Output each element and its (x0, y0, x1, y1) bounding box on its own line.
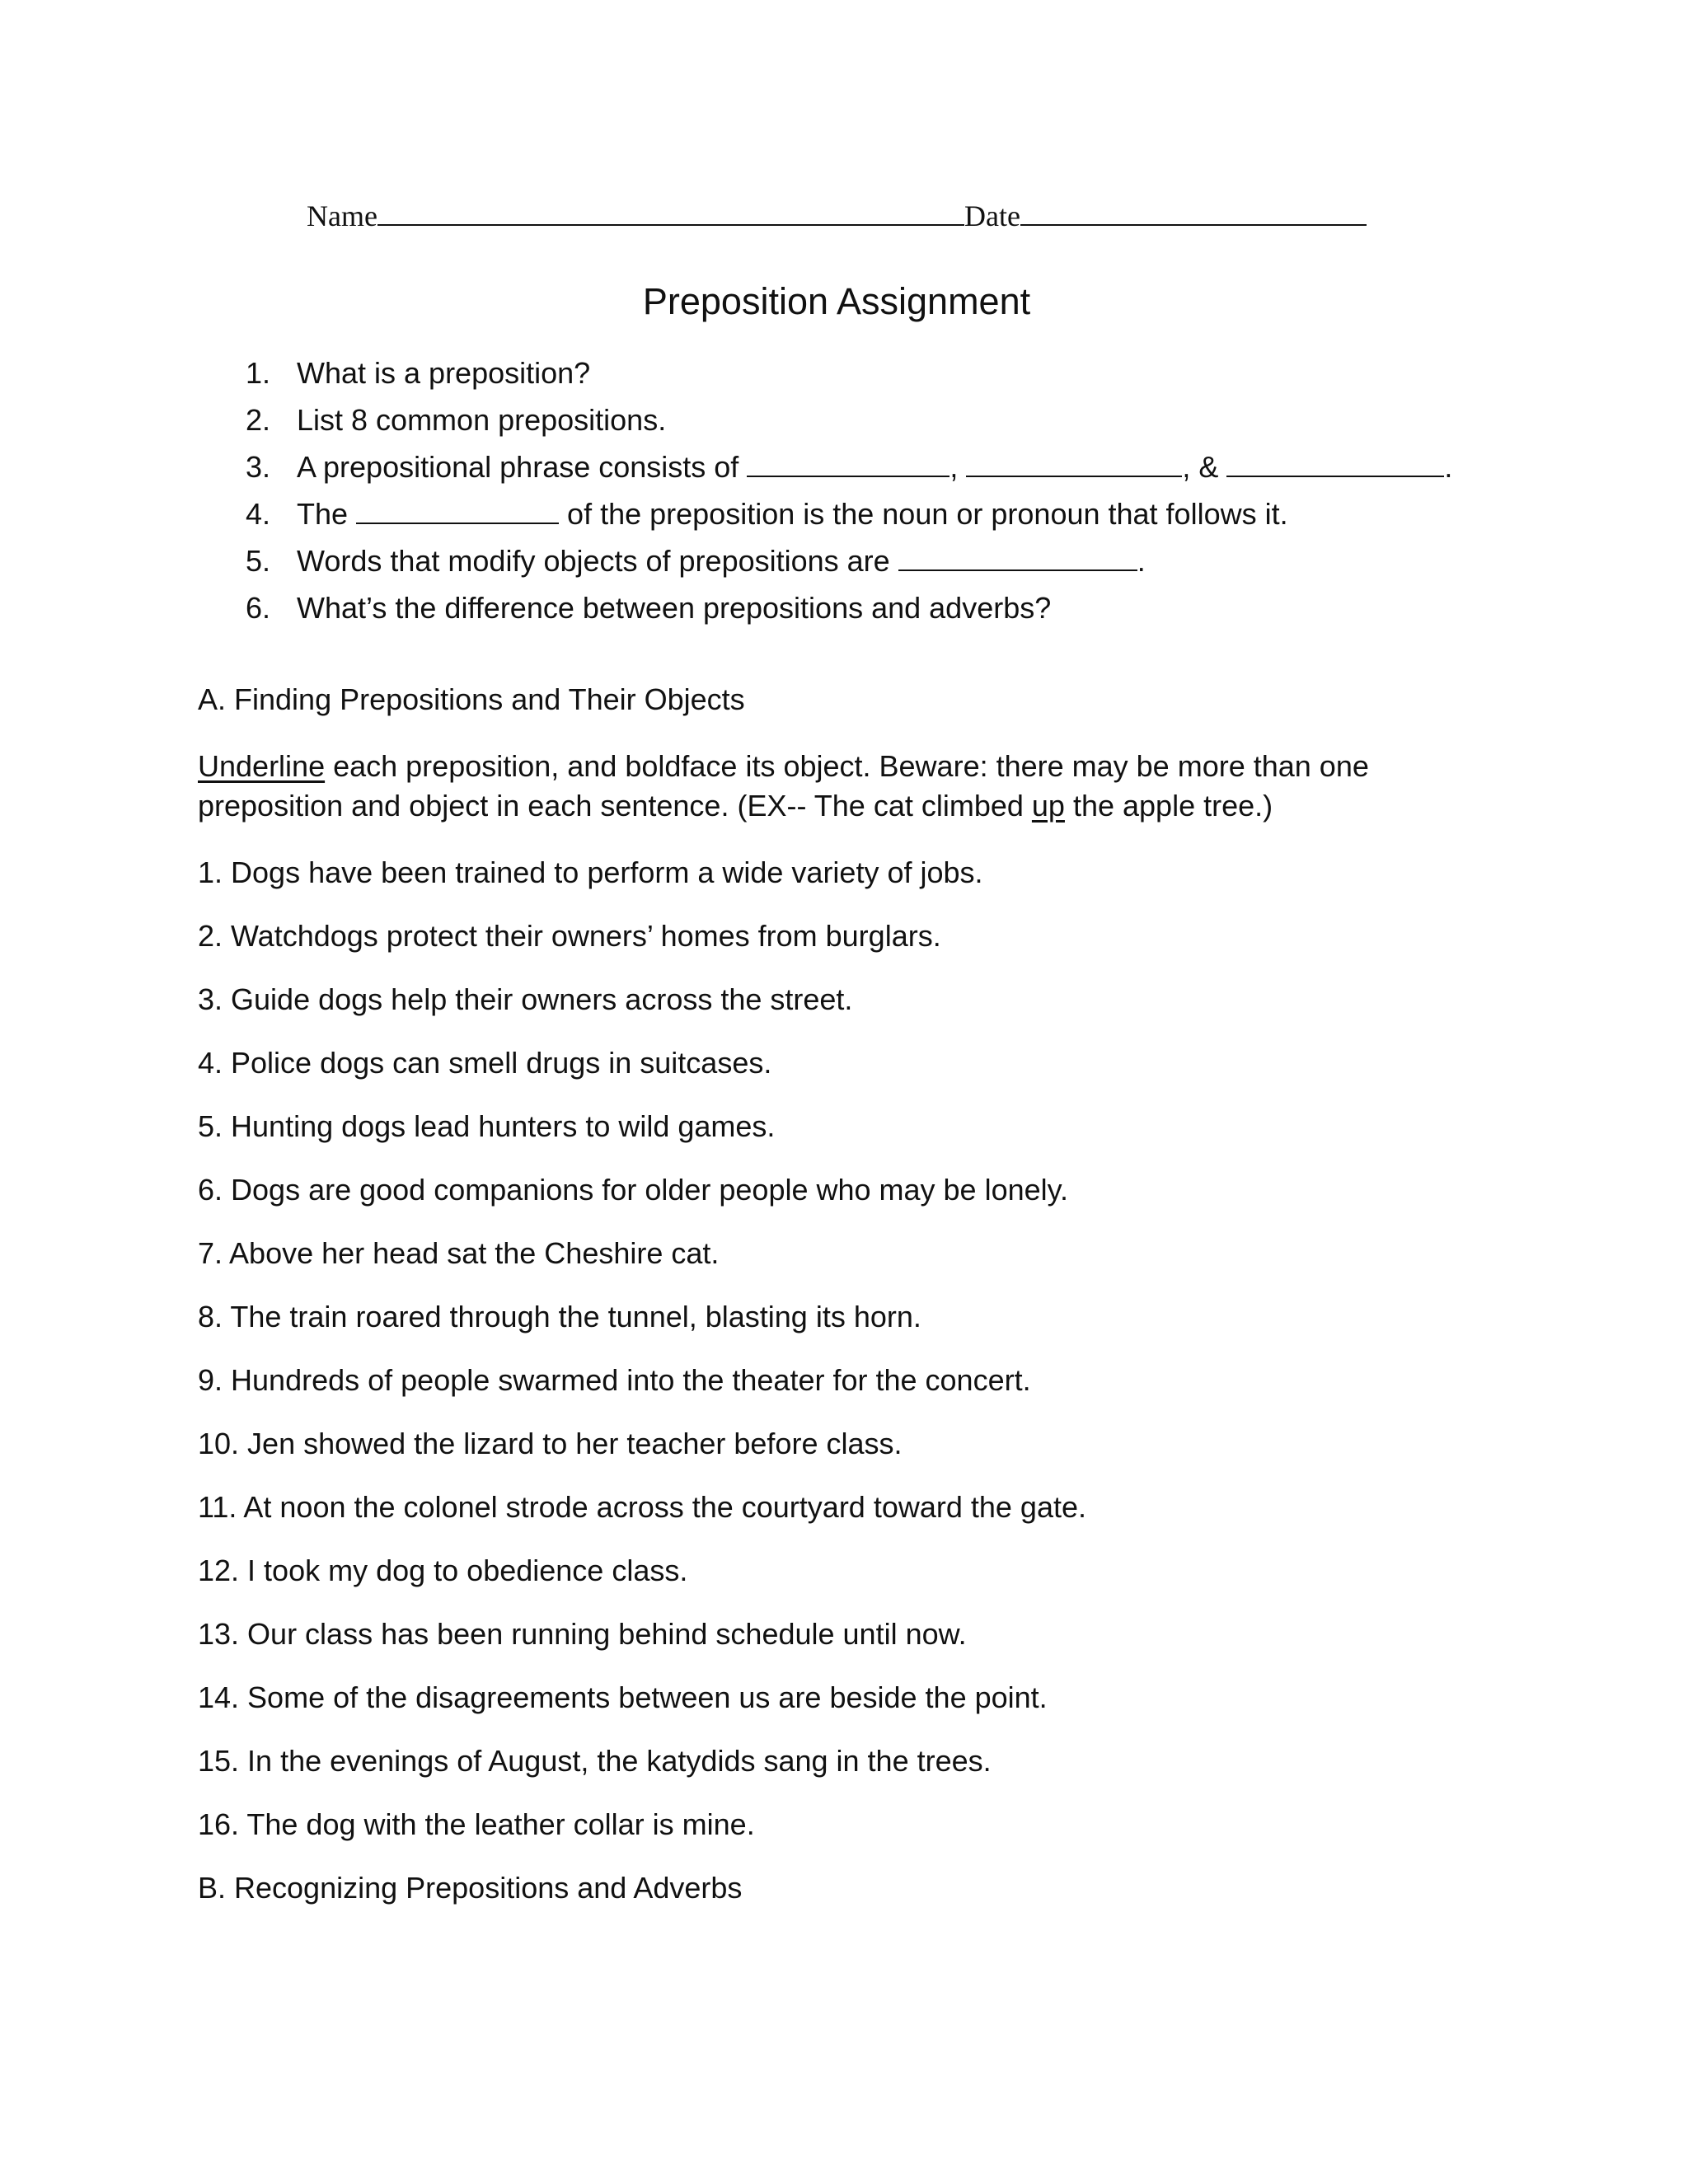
answer-blank (356, 499, 559, 524)
question-5: 5. Words that modify objects of prepositions are . (246, 544, 1146, 578)
sentence-item: 5. Hunting dogs lead hunters to wild games. (198, 1109, 776, 1143)
sentence-item: 12. I took my dog to obedience class. (198, 1554, 688, 1587)
sentence-item: 8. The train roared through the tunnel, blasting its horn. (198, 1300, 921, 1333)
section-a-heading: A. Finding Prepositions and Their Objects (198, 682, 745, 716)
question-4: 4. The of the preposition is the noun or pronoun that follows it. (246, 497, 1288, 531)
sentence-item: 3. Guide dogs help their owners across the street. (198, 982, 853, 1016)
page-title: Preposition Assignment (642, 280, 1031, 322)
sentence-item: 4. Police dogs can smell drugs in suitcases. (198, 1046, 772, 1080)
question-1: 1. What is a preposition? (246, 356, 591, 390)
instructions-line-2: preposition and object in each sentence. (EX-- The cat climbed up the apple tree.) (198, 789, 1273, 823)
answer-blank (747, 452, 950, 477)
sentence-item: 1. Dogs have been trained to perform a wide variety of jobs. (198, 855, 983, 889)
date-blank (1020, 201, 1367, 226)
section-b-heading: B. Recognizing Prepositions and Adverbs (198, 1871, 743, 1905)
sentence-item: 6. Dogs are good companions for older people who may be lonely. (198, 1173, 1068, 1207)
sentence-item: 10. Jen showed the lizard to her teacher before class. (198, 1427, 903, 1460)
question-3: 3. A prepositional phrase consists of , , & . (246, 450, 1453, 484)
answer-blank (1226, 452, 1444, 477)
date-label: Date (964, 199, 1020, 232)
instructions-line-1: Underline each preposition, and boldface its object. Beware: there may be more than one (198, 749, 1369, 783)
name-label: Name (307, 199, 377, 232)
sentence-item: 16. The dog with the leather collar is mine. (198, 1807, 755, 1841)
question-2: 2. List 8 common prepositions. (246, 403, 667, 437)
name-blank (377, 201, 964, 226)
answer-blank (898, 546, 1137, 571)
sentence-item: 2. Watchdogs protect their owners’ homes from burglars. (198, 919, 941, 953)
sentence-item: 9. Hundreds of people swarmed into the theater for the concert. (198, 1363, 1031, 1397)
sentence-item: 7. Above her head sat the Cheshire cat. (198, 1236, 720, 1270)
sentence-item: 11. At noon the colonel strode across the courtyard toward the gate. (198, 1490, 1086, 1524)
sentence-item: 13. Our class has been running behind schedule until now. (198, 1617, 967, 1651)
name-date-header (307, 196, 1367, 236)
answer-blank (966, 452, 1182, 477)
sentence-item: 14. Some of the disagreements between us are beside the point. (198, 1680, 1048, 1714)
question-6: 6. What’s the difference between prepositions and adverbs? (246, 591, 1052, 625)
sentence-item: 15. In the evenings of August, the katydids sang in the trees. (198, 1744, 992, 1778)
